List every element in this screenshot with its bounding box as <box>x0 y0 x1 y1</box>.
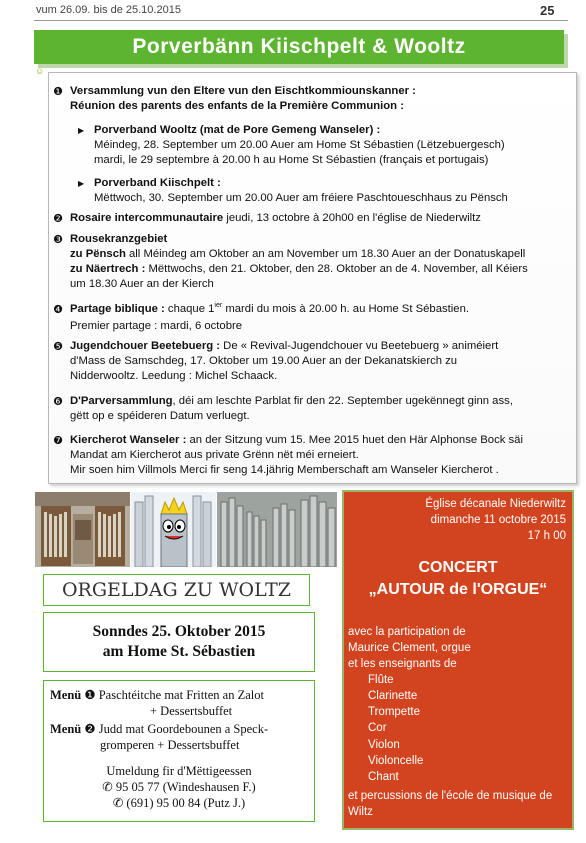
menu-1 <box>50 687 264 703</box>
item-4-bullet: ❹ <box>53 304 63 316</box>
item-1-sub-1-line-2: mardi, le 29 septembre à 20.00 h au Home St Sébastien (français et portugais) <box>94 154 489 166</box>
concert-participation: avec la participation de <box>348 626 466 638</box>
menu-2 <box>50 721 268 737</box>
item-5-bullet: ❺ <box>53 341 63 353</box>
orgeldag-menu-box <box>43 680 315 822</box>
orgeldag-date-box <box>43 612 315 672</box>
announcements-box <box>48 72 577 484</box>
concert-box <box>342 490 574 830</box>
header-divider <box>34 20 568 21</box>
menu-2-text: Judd mat Goordebounen a Speck- <box>95 722 269 736</box>
page-number: 25 <box>540 3 555 18</box>
menu-2-label: Menü <box>50 722 82 736</box>
item-5-title: Jugendchouer Beetebuerg : <box>70 340 221 352</box>
item-6-title: D'Parversammlung <box>70 395 173 407</box>
orgeldag-date: Sonndes 25. Oktober 2015 <box>92 623 266 640</box>
item-4-line-2: Premier partage : mardi, 6 octobre <box>70 320 243 332</box>
item-5-text: De « Revival-Jugendchouer vu Beetebuerg » animéiert <box>220 340 499 352</box>
item-3-l1-text: all Méindeg am Oktober an am November um 18.30 Auer an der Donatuskapell <box>125 248 526 260</box>
concert-teachers: et les enseignants de <box>348 658 457 670</box>
concert-place: Église décanale Niederwiltz <box>425 498 566 510</box>
item-5-line-1 <box>70 339 498 354</box>
organ-pipe-mascot-image <box>131 492 216 567</box>
item-1-sub-1-line-1: Méindeg, 28. September um 20.00 Auer am Home St Sébastien (Lëtzebuergesch) <box>94 139 505 151</box>
concert-date: dimanche 11 octobre 2015 <box>430 514 566 526</box>
menu-1-number: ❶ <box>84 688 96 702</box>
item-7-text: an der Sitzung vum 15. Mee 2015 huet den Här Alphonse Bock säi <box>186 434 523 446</box>
item-4-text-b: mardi du mois à 20.00 h. au Home St Sébastien. <box>222 303 469 315</box>
item-4-sup: ier <box>214 302 223 310</box>
concert-time: 17 h 00 <box>527 530 566 542</box>
church-organ-photo <box>35 492 130 567</box>
instrument-item: Flûte <box>368 674 394 686</box>
item-7-line-3: Mir soen him Villmols Merci fir seng 14.jährig Memberschaft am Wanseler Kiercherot . <box>70 464 499 476</box>
item-3-l1-bold: zu Pënsch <box>70 248 126 260</box>
item-1-bullet: ❶ <box>53 86 63 98</box>
item-1-title-lb: Versammlung vun den Eltere vun den Eischtkommiounskanner : <box>70 85 416 97</box>
item-5-line-3: Nidderwooltz. Leedung : Michel Schaack. <box>70 370 278 382</box>
instrument-item: Chant <box>368 771 399 783</box>
instrument-item: Cor <box>368 722 387 734</box>
menu-1-text: Paschtéitche mat Fritten an Zalot <box>95 688 264 702</box>
item-4-text-a: chaque 1 <box>164 303 215 315</box>
header-date-range: vum 26.09. bis de 25.10.2015 <box>36 4 181 16</box>
arrow-right-icon: ▶ <box>78 179 85 188</box>
item-7-bullet: ❼ <box>53 435 63 447</box>
item-1-sub-1-title: Porverband Wooltz (mat de Pore Gemeng Wanseler) : <box>94 124 381 136</box>
smiley-icon: ☺ <box>35 66 45 76</box>
item-2-text: jeudi, 13 octobre à 20h00 en l'église de Niederwiltz <box>223 212 481 224</box>
menu-1-extra: + Dessertsbuffet <box>150 704 233 718</box>
concert-city: Wiltz <box>348 806 373 818</box>
menu-2-extra: gromperen + Dessertsbuffet <box>100 738 240 752</box>
item-1-title-fr: Réunion des parents des enfants de la Première Communion : <box>70 100 404 112</box>
concert-percussion: et percussions de l'école de musique de <box>348 790 553 802</box>
item-7-title: Kiercherot Wanseler : <box>70 434 187 446</box>
item-3-line-1 <box>70 247 525 262</box>
item-4-line-1 <box>70 302 469 317</box>
item-3-line-2 <box>70 262 528 277</box>
concert-organist: Maurice Clement, orgue <box>348 642 471 654</box>
item-3-line-3: um 18.30 Auer an der Kierch <box>70 278 214 290</box>
item-2-title: Rosaire intercommunautaire <box>70 212 224 224</box>
item-5-line-2: d'Mass de Samschdeg, 17. Oktober um 19.00 Auer an der Dekanatskierch zu <box>70 355 458 367</box>
item-3-bullet: ❸ <box>53 234 63 246</box>
menu-1-label: Menü <box>50 688 82 702</box>
instrument-item: Clarinette <box>368 690 418 702</box>
phone-2: ✆ (691) 95 00 84 (Putz J.) <box>112 796 246 810</box>
instrument-item: Trompette <box>368 706 420 718</box>
item-2-bullet: ❷ <box>53 213 63 225</box>
item-6-line-1 <box>70 394 513 409</box>
item-4-title: Partage biblique : <box>70 303 165 315</box>
registration-note: Umeldung fir d'Mëttigeessen <box>106 764 252 778</box>
item-6-line-2: gëtt op e spéideren Datum verluegt. <box>70 410 250 422</box>
item-3-l2-text: Mëttwochs, den 21. Oktober, den 28. Oktober an de 4. November, all Kéiers <box>145 263 528 275</box>
item-3-title: Rousekranzgebiet <box>70 233 168 245</box>
item-2-line <box>70 211 481 226</box>
phone-1: ✆ 95 05 77 (Windeshausen F.) <box>102 780 256 794</box>
instrument-item: Violoncelle <box>368 755 424 767</box>
item-1-sub-2-title: Porverband Kiischpelt : <box>94 177 221 189</box>
item-3-l2-bold: zu Näertrech : <box>70 263 146 275</box>
item-6-text: , déi am leschte Parblat fir den 22. September ugekënnegt ginn ass, <box>172 395 513 407</box>
concert-subtitle: „AUTOUR de l'ORGUE“ <box>368 581 548 598</box>
item-7-line-2: Mandat am Kiercherot aus private Grënn nët méi erneiert. <box>70 449 359 461</box>
instrument-item: Violon <box>368 739 400 751</box>
item-1-sub-2-line-1: Mëttwoch, 30. September um 20.00 Auer am fréiere Paschtoueschhaus zu Pënsch <box>94 192 508 204</box>
item-7-line-1 <box>70 433 523 448</box>
concert-title: CONCERT <box>418 559 498 576</box>
orgeldag-venue: am Home St. Sébastien <box>102 643 256 660</box>
menu-2-number: ❷ <box>84 722 96 736</box>
arrow-right-icon: ▶ <box>78 126 85 135</box>
page-title-banner: Porverbänn Kiischpelt & Wooltz <box>34 30 564 64</box>
orgeldag-title: ORGELDAG ZU WOLTZ <box>43 574 310 606</box>
item-6-bullet: ❻ <box>53 396 63 408</box>
organ-pipes-photo <box>217 492 337 567</box>
